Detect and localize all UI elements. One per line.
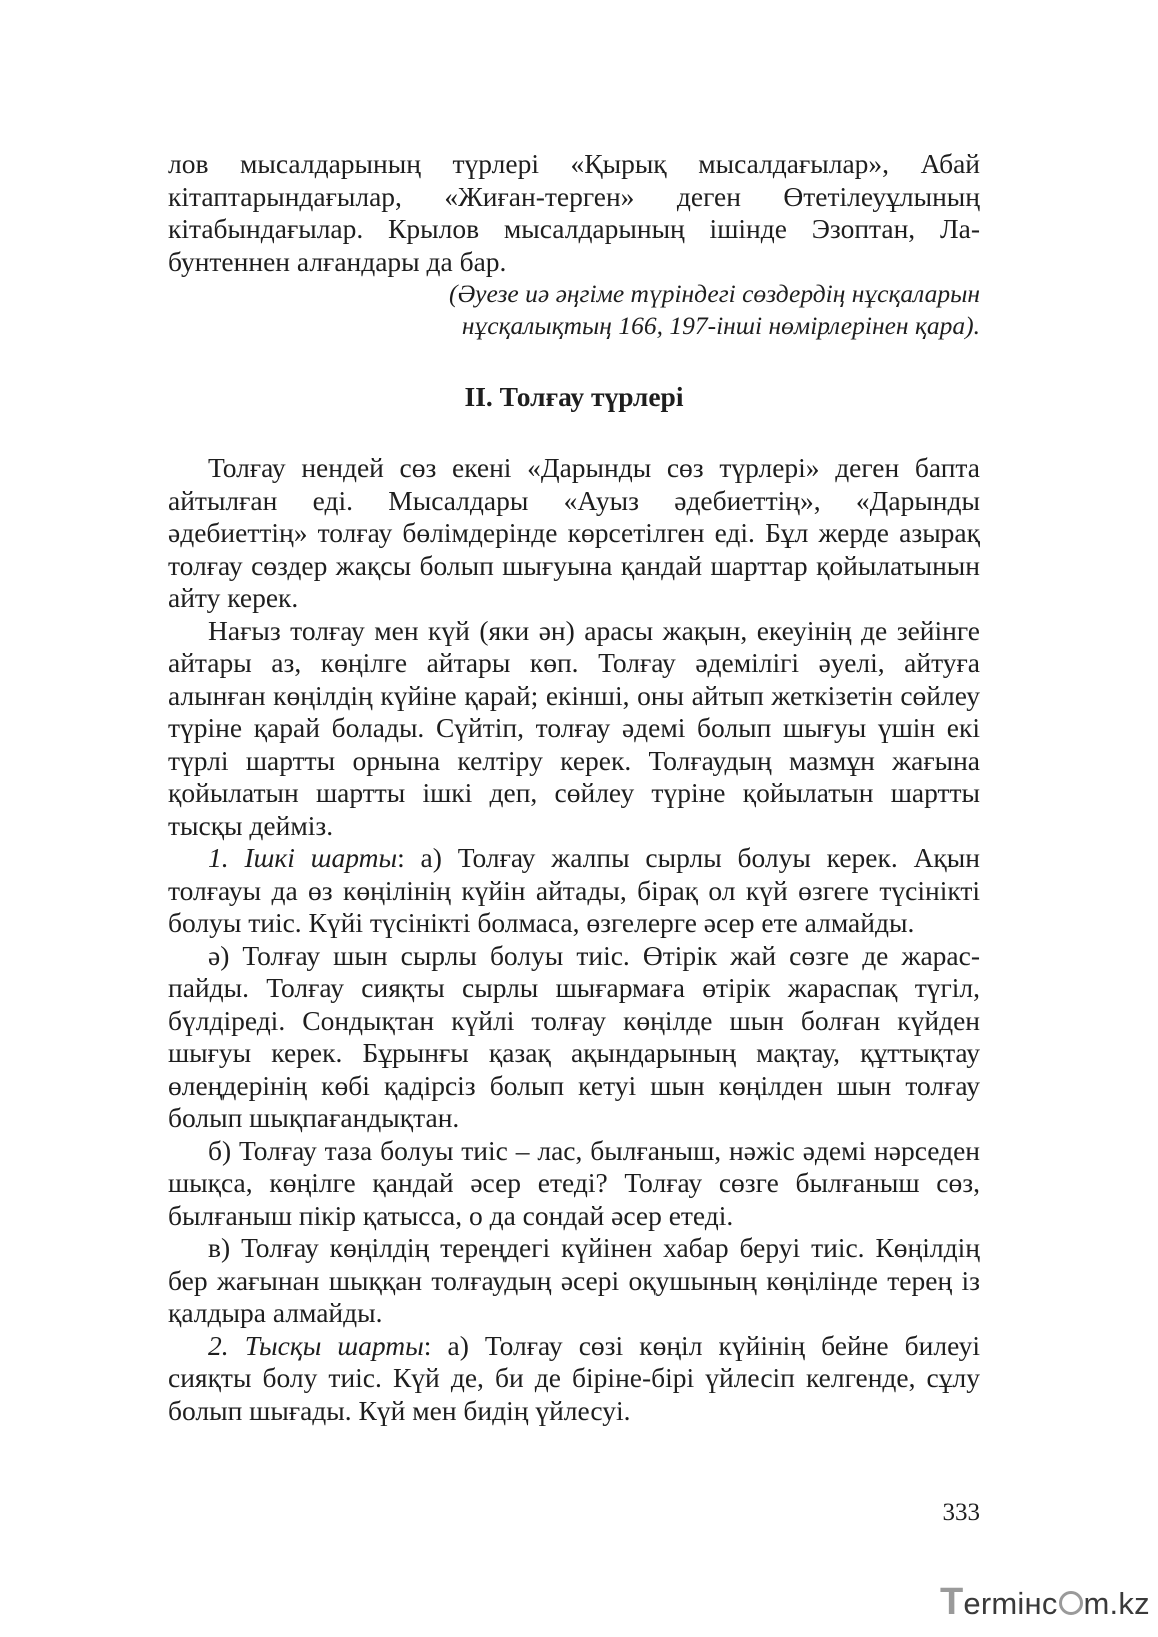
source-note-line-1: (Әуезе иә әңгіме түріндегі сөздердің нұсқаларын xyxy=(448,279,980,308)
source-note-line-2: нұсқалықтың 166, 197-інші нөмірлерінен қара). xyxy=(461,311,980,340)
watermark-letter-t: T xyxy=(940,1581,964,1623)
watermark-text-2: m.kz xyxy=(1083,1586,1150,1621)
paragraph-2: Нағыз толғау мен күй (яки ән) арасы жақын, екеуінің де зейінге айтары аз, көңілге айтары көп. Толғау әдемілігі әуелі, айтуға алынған көңілдің күйіне қарай; екінші, оны айтып жеткізетін сөйлеу түріне қарай болады. Сүйтіп, толғау әдемі болып шығуы үшін екі түрлі шартты орнына келтіру керек. Толғаудың мазмұн жағына қойылатын шартты ішкі деп, сөйлеу түріне қойылатын шартты тысқы дейміз. xyxy=(168,614,980,841)
outer-conditions-text: : а) Толғау сөзі көңіл күйінің бейне билеуі сияқты болу тиіс. Күй де, би де біріне-бірі үйлесіп келгенде, сұлу болып шығады. Күй мен бидің үйлесуі. xyxy=(168,1329,980,1426)
inner-conditions-text: : а) Толғау жалпы сырлы болуы керек. Ақын толғауы да өз көңілінің күйін айтады, бірақ ол күй өзгеге түсінікті болуы тиіс. Күйі түсінікті болмаса, өзгелерге әсер ете алмайды. xyxy=(168,842,980,938)
watermark-text-1: ermінc xyxy=(963,1586,1058,1621)
paragraph-1: Толғау нендей сөз екені «Дарынды сөз түрлері» деген бапта айтылған еді. Мысалдары «Ауыз әдебиеттің», «Дарынды әдебиеттің» толғау бөлімдерінде көрсетілген еді. Бұл жерде азырақ толғау сөздер жақсы болып шығуына қандай шарттар қойылатынын айту керек. xyxy=(168,452,980,613)
termincom-watermark-logo xyxy=(940,1582,1148,1622)
intro-paragraph: лов мысалдарының түрлері «Қырық мысалдағылар», Абай кітаптарындағылар, «Жиған-терген» деген Өтетілеуұлының кітабындағылар. Крылов мысалдарының ішінде Эзоптан, Лабунтеннен алғандары да бар. xyxy=(168,148,980,277)
page-content xyxy=(168,148,980,1427)
page-number: 333 xyxy=(942,1499,980,1526)
paragraph-3 xyxy=(168,842,980,940)
paragraph-6: в) Толғау көңілдің тереңдегі күйінен хабар беруі тиіс. Көңілдің бер жағынан шыққан толғаудың әсері оқушының көңілінде терең із қалдыра алмайды. xyxy=(168,1232,980,1328)
paragraph-4: ә) Толғау шын сырлы болуы тиіс. Өтірік жай сөзге де жараспайды. Толғау сияқты сырлы шығармаға өтірік жараспақ түгіл, бүлдіреді. Сондықтан күйлі толғау көңілде шын болған күйден шығуы керек. Бұрынғы қазақ ақындарының мақтау, құттықтау өлеңдерінің көбі қадірсіз болып кетуі шын көңілден шын толғау болып шықпағандықтан. xyxy=(168,939,980,1133)
section-heading: ІІ. Толғау түрлері xyxy=(464,381,684,412)
paragraph-5: б) Толғау таза болуы тиіс – лас, былғаныш, нәжіс әдемі нәрседен шықса, көңілге қандай әсер етеді? Толғау сөзге былғаныш сөз, былғаныш пікір қатысса, о да сондай әсер етеді. xyxy=(168,1134,980,1231)
paragraph-7 xyxy=(168,1330,980,1428)
inner-conditions-label: 1. Ішкі шарты xyxy=(208,842,398,873)
outer-conditions-label: 2. Тысқы шарты xyxy=(208,1329,424,1361)
magnifier-icon xyxy=(1059,1591,1083,1615)
